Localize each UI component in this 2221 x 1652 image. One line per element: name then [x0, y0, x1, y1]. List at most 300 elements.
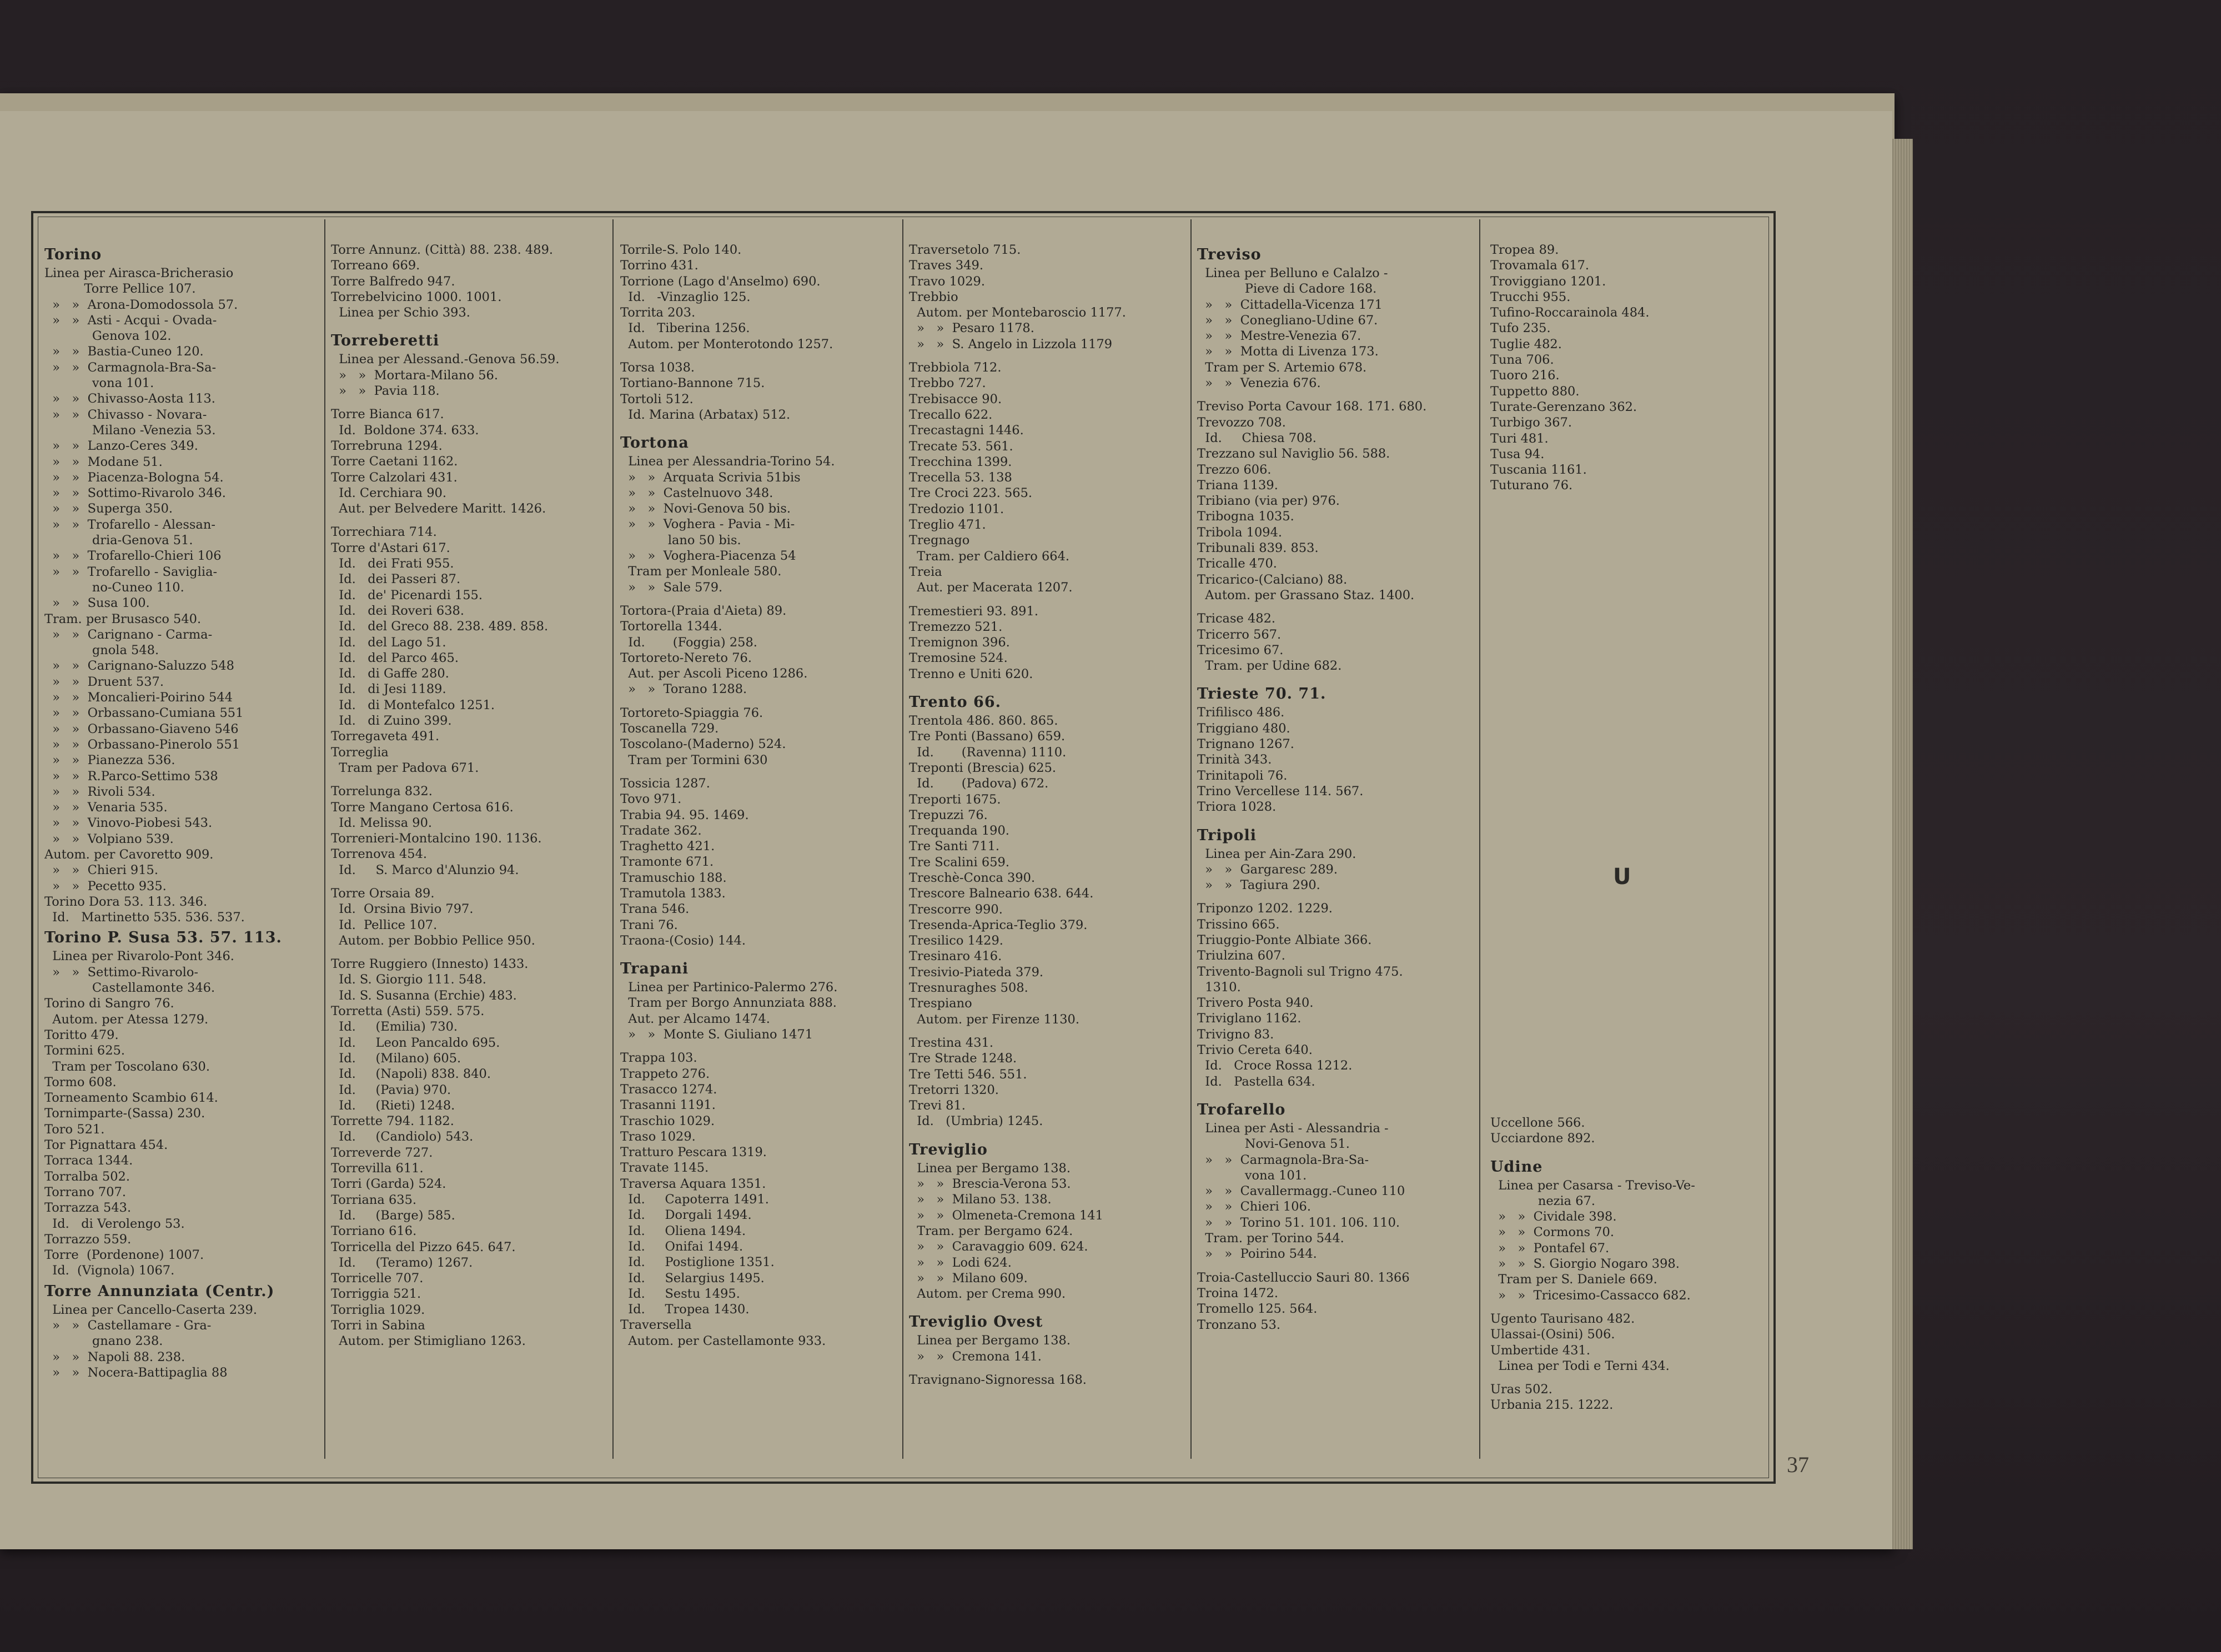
index-entry: » » Pontafel 67. — [1490, 1241, 1610, 1256]
index-entry: Troina 1472. — [1197, 1286, 1278, 1300]
index-entry: » » Chieri 106. — [1197, 1199, 1312, 1214]
index-entry: Triponzo 1202. 1229. — [1197, 901, 1333, 916]
entry-gap — [620, 423, 898, 430]
index-entry: Trinitapoli 76. — [1197, 768, 1288, 783]
index-entry: Trecella 53. 138 — [909, 470, 1012, 485]
index-entry: nezia 67. — [1490, 1193, 1596, 1208]
index-entry: Id. (Rieti) 1248. — [331, 1098, 455, 1113]
column-rule — [1190, 219, 1192, 1459]
index-entry: Id. dei Passeri 87. — [331, 572, 461, 587]
index-entry: Trappa 103. — [620, 1051, 697, 1066]
entry-gap — [1197, 391, 1475, 399]
index-entry: vona 101. — [44, 376, 154, 391]
index-entry: Tormo 608. — [44, 1074, 117, 1089]
entry-gap — [331, 776, 609, 784]
index-entry: » » Cremona 141. — [909, 1349, 1042, 1364]
index-entry: Torre Mangano Certosa 616. — [331, 800, 514, 815]
index-entry: Traves 349. — [909, 258, 984, 273]
index-entry: Id. (Barge) 585. — [331, 1208, 455, 1223]
index-entry: Genova 102. — [44, 329, 172, 344]
index-entry: Torrevilla 611. — [331, 1161, 424, 1176]
index-entry: Tremezzo 521. — [909, 619, 1003, 634]
index-entry: Ulassai-(Osini) 506. — [1490, 1327, 1615, 1342]
index-entry: Torrette 794. 1182. — [331, 1114, 454, 1129]
entry-gap — [620, 595, 898, 603]
index-entry: Torrile-S. Polo 140. — [620, 243, 742, 257]
index-entry: » » Sottimo-Rivarolo 346. — [44, 486, 226, 501]
index-entry: Tram per Tormini 630 — [620, 752, 768, 767]
index-entry: Trucchi 955. — [1490, 289, 1571, 304]
index-entry: » » Castelnuovo 348. — [620, 485, 773, 500]
index-entry: Ucciardone 892. — [1490, 1131, 1595, 1146]
index-entry: Torrenieri-Montalcino 190. 1136. — [331, 831, 542, 846]
index-column-6-bottom — [1490, 1115, 1768, 1459]
entry-gap — [909, 596, 1187, 604]
index-entry: Tramonte 671. — [620, 855, 714, 870]
index-entry: » » Carmagnola-Bra-Sa- — [44, 360, 217, 375]
index-entry: Triuggio-Ponte Albiate 366. — [1197, 932, 1372, 947]
entry-gap — [1490, 1374, 1768, 1382]
index-entry: Tre Croci 223. 565. — [909, 486, 1033, 501]
index-entry: Treporti 1675. — [909, 792, 1001, 807]
index-entry: Triviglano 1162. — [1197, 1011, 1302, 1026]
index-entry: Tormini 625. — [44, 1043, 125, 1058]
index-entry: Torrino 431. — [620, 258, 699, 273]
index-entry: Tricalle 470. — [1197, 556, 1277, 571]
index-entry: Torsa 1038. — [620, 360, 695, 375]
index-entry: » » S. Angelo in Lizzola 1179 — [909, 337, 1113, 352]
index-entry: Linea per Asti - Alessandria - — [1197, 1121, 1389, 1136]
index-entry: Torneamento Scambio 614. — [44, 1091, 218, 1106]
index-entry: Tremestieri 93. 891. — [909, 604, 1038, 619]
index-entry: Autom. per Monterotondo 1257. — [620, 337, 833, 352]
index-entry: Torreverde 727. — [331, 1145, 433, 1160]
index-entry: » » Moncalieri-Poirino 544 — [44, 690, 233, 705]
index-entry: Tromello 125. 564. — [1197, 1302, 1318, 1317]
index-entry: Autom. per Castellamonte 933. — [620, 1333, 826, 1348]
index-heading: Treviglio — [909, 1141, 988, 1158]
entry-gap — [331, 399, 609, 406]
index-entry: Torrechiara 714. — [331, 525, 437, 540]
index-entry: lano 50 bis. — [620, 533, 741, 548]
entry-gap — [331, 878, 609, 886]
index-entry: » » Milano 53. 138. — [909, 1192, 1052, 1207]
entry-gap — [331, 948, 609, 956]
index-entry: » » Torino 51. 101. 106. 110. — [1197, 1215, 1400, 1230]
index-entry: Toscolano-(Maderno) 524. — [620, 737, 786, 752]
index-entry: » » Carignano - Carma- — [44, 627, 213, 642]
index-entry: » » Orbassano-Giaveno 546 — [44, 721, 239, 736]
index-entry: Tuturano 76. — [1490, 478, 1573, 493]
index-entry: » » Trofarello-Chieri 106 — [44, 549, 222, 564]
index-entry: Linea per Partinico-Palermo 276. — [620, 980, 838, 995]
index-entry: Id. de' Picenardi 155. — [331, 588, 483, 602]
index-entry: Id. (Milano) 605. — [331, 1051, 461, 1066]
index-entry: » » Superga 350. — [44, 501, 173, 516]
index-entry: Treia — [909, 564, 942, 579]
index-entry: Torre Annunz. (Città) 88. 238. 489. — [331, 243, 554, 257]
index-entry: » » Olmeneta-Cremona 141 — [909, 1208, 1103, 1223]
index-entry: Uccellone 566. — [1490, 1116, 1585, 1130]
index-entry: » » Arona-Domodossola 57. — [44, 297, 238, 312]
index-heading: Tortona — [620, 434, 689, 452]
index-entry: gnola 548. — [44, 643, 159, 658]
index-entry: » » Venaria 535. — [44, 800, 168, 815]
index-entry: Tortoreto-Nereto 76. — [620, 650, 752, 665]
page-number: 37 — [1787, 1452, 1809, 1477]
index-entry: Traversa Aquara 1351. — [620, 1176, 766, 1191]
index-entry: » » Susa 100. — [44, 596, 150, 611]
index-entry: Autom. per Atessa 1279. — [44, 1012, 209, 1027]
index-entry: Tram per S. Daniele 669. — [1490, 1272, 1657, 1287]
index-entry: » » Carignano-Saluzzo 548 — [44, 659, 234, 674]
index-entry: Torriglia 1029. — [331, 1302, 425, 1317]
index-entry: Id. Martinetto 535. 536. 537. — [44, 910, 245, 925]
index-entry: Trevi 81. — [909, 1098, 966, 1113]
index-entry: Id. Oliena 1494. — [620, 1223, 746, 1238]
index-entry: Pieve di Cadore 168. — [1197, 282, 1377, 297]
index-entry: Tribogna 1035. — [1197, 509, 1294, 524]
index-entry: Tresinaro 416. — [909, 949, 1002, 964]
index-entry: » » Novi-Genova 50 bis. — [620, 501, 791, 516]
index-entry: Trignano 1267. — [1197, 737, 1294, 752]
index-entry: Tresilico 1429. — [909, 933, 1003, 948]
index-entry: Trino Vercellese 114. 567. — [1197, 784, 1364, 799]
index-entry: Trani 76. — [620, 917, 678, 932]
entry-gap — [1197, 674, 1475, 681]
index-column-5 — [1197, 242, 1475, 1453]
index-entry: Tortora-(Praia d'Aieta) 89. — [620, 603, 787, 618]
index-entry: Autom. per Crema 990. — [909, 1287, 1066, 1302]
index-entry: » » Lodi 624. — [909, 1255, 1012, 1270]
index-heading: Torre Annunziata (Centr.) — [44, 1282, 275, 1300]
index-entry: Id. del Lago 51. — [331, 635, 446, 650]
index-entry: Tremosine 524. — [909, 651, 1008, 666]
index-entry: Traschio 1029. — [620, 1113, 715, 1128]
index-entry: Trinità 343. — [1197, 752, 1272, 767]
index-entry: » » Pavia 118. — [331, 384, 440, 399]
index-entry: Tresivio-Piateda 379. — [909, 965, 1044, 980]
index-entry: Traversella — [620, 1318, 692, 1333]
index-entry: Tram per Padova 671. — [331, 760, 479, 775]
entry-gap — [1197, 1262, 1475, 1270]
index-entry: Linea per Alessand.-Genova 56.59. — [331, 352, 560, 367]
index-entry: Id. (Foggia) 258. — [620, 635, 757, 650]
index-entry: Linea per Casarsa - Treviso-Ve- — [1490, 1178, 1695, 1193]
index-entry: Triulzina 607. — [1197, 948, 1285, 963]
index-entry: Id. (Candiolo) 543. — [331, 1129, 474, 1144]
index-entry: Tusa 94. — [1490, 446, 1545, 461]
index-entry: Torre Ruggiero (Innesto) 1433. — [331, 957, 529, 972]
index-entry: Tre Strade 1248. — [909, 1051, 1017, 1066]
index-column-3 — [620, 242, 898, 1453]
index-entry: Id. (Emilia) 730. — [331, 1020, 458, 1035]
index-entry: Trecate 53. 561. — [909, 439, 1013, 454]
entry-gap — [331, 320, 609, 328]
index-entry: Tuoro 216. — [1490, 368, 1560, 383]
index-entry: Autom. per Montebaroscio 1177. — [909, 305, 1126, 320]
index-entry: Trestina 431. — [909, 1035, 994, 1050]
index-entry: Trepuzzi 76. — [909, 807, 988, 822]
index-entry: Id. del Parco 465. — [331, 650, 459, 665]
index-entry: Trissino 665. — [1197, 917, 1280, 932]
entry-gap — [1490, 1147, 1768, 1154]
index-entry: Id. Orsina Bivio 797. — [331, 902, 474, 917]
index-entry: Torrazzo 559. — [44, 1232, 132, 1247]
index-entry: Autom. per Grassano Staz. 1400. — [1197, 588, 1415, 602]
index-entry: Id. (Umbria) 1245. — [909, 1114, 1043, 1129]
index-column-2 — [331, 242, 609, 1453]
index-entry: » » Cividale 398. — [1490, 1209, 1617, 1224]
index-entry: » » Trofarello - Saviglia- — [44, 564, 218, 579]
entry-gap — [909, 682, 1187, 690]
index-entry: » » Trofarello - Alessan- — [44, 517, 215, 532]
index-entry: Trescore Balneario 638. 644. — [909, 886, 1094, 901]
index-entry: Linea per Todi e Terni 434. — [1490, 1358, 1670, 1373]
index-entry: » » Lanzo-Ceres 349. — [44, 439, 198, 454]
entry-gap — [1197, 1089, 1475, 1097]
index-entry: Trespiano — [909, 996, 972, 1011]
index-entry: Tricesimo 67. — [1197, 642, 1284, 657]
index-entry: Tornimparte-(Sassa) 230. — [44, 1106, 205, 1121]
index-entry: » » Monte S. Giuliano 1471 — [620, 1027, 813, 1042]
entry-gap — [331, 516, 609, 524]
index-entry: » » Torano 1288. — [620, 682, 747, 697]
index-entry: Id. Pellice 107. — [331, 917, 438, 932]
index-entry: Id. Postiglione 1351. — [620, 1255, 775, 1270]
index-entry: Trezzano sul Naviglio 56. 588. — [1197, 446, 1390, 461]
index-entry: Tossicia 1287. — [620, 776, 710, 791]
index-entry: Treponti (Brescia) 625. — [909, 760, 1057, 775]
index-entry: Trenno e Uniti 620. — [909, 666, 1033, 681]
index-entry: Torino Dora 53. 113. 346. — [44, 894, 208, 909]
index-entry: Tuppetto 880. — [1490, 384, 1580, 399]
entry-gap — [909, 1027, 1187, 1035]
index-entry: » » Gargaresc 289. — [1197, 862, 1338, 877]
index-column-1 — [44, 242, 320, 1453]
index-entry: Linea per Bergamo 138. — [909, 1161, 1071, 1176]
index-entry: » » Mortara-Milano 56. — [331, 368, 498, 383]
index-entry: Id. (Pavia) 970. — [331, 1082, 451, 1097]
index-entry: Traona-(Cosio) 144. — [620, 933, 746, 948]
index-entry: » » Conegliano-Udine 67. — [1197, 313, 1378, 328]
index-entry: dria-Genova 51. — [44, 533, 193, 548]
index-entry: Tortorella 1344. — [620, 619, 722, 634]
index-entry: Id. Leon Pancaldo 695. — [331, 1035, 500, 1050]
entry-gap — [620, 768, 898, 776]
index-entry: Tuglie 482. — [1490, 337, 1562, 352]
index-entry: Id. (Padova) 672. — [909, 776, 1049, 791]
index-entry: Tresenda-Aprica-Teglio 379. — [909, 917, 1088, 932]
index-entry: » » Orbassano-Cumiana 551 — [44, 706, 244, 721]
index-entry: Triora 1028. — [1197, 800, 1277, 815]
index-entry: Id. di Montefalco 1251. — [331, 697, 495, 712]
index-entry: » » Napoli 88. 238. — [44, 1349, 185, 1364]
index-entry: Torriano 616. — [331, 1224, 417, 1239]
index-entry: » » Chivasso-Aosta 113. — [44, 391, 215, 406]
index-entry: » » Vinovo-Piobesi 543. — [44, 816, 213, 831]
index-entry: Aut. per Macerata 1207. — [909, 580, 1073, 595]
index-entry: Tortoreto-Spiaggia 76. — [620, 705, 763, 720]
index-heading: Torino — [44, 246, 102, 263]
index-entry: Tricarico-(Calciano) 88. — [1197, 572, 1348, 587]
index-entry: » » Voghera-Piacenza 54 — [620, 549, 796, 564]
index-entry: Torre Balfredo 947. — [331, 274, 455, 289]
index-entry: Tresnuraghes 508. — [909, 981, 1028, 996]
index-heading: Torino P. Susa 53. 57. 113. — [44, 929, 282, 947]
index-entry: Tovo 971. — [620, 792, 682, 807]
index-entry: » » Asti - Acqui - Ovada- — [44, 313, 217, 328]
index-entry: Autom. per Bobbio Pellice 950. — [331, 933, 535, 948]
index-column-4 — [909, 242, 1187, 1453]
index-entry: Torrebelvicino 1000. 1001. — [331, 289, 502, 304]
index-entry: » » Venezia 676. — [1197, 376, 1321, 391]
index-entry: Trabia 94. 95. 1469. — [620, 807, 749, 822]
index-entry: Torretta (Asti) 559. 575. — [331, 1004, 485, 1019]
index-entry: Torricella del Pizzo 645. 647. — [331, 1239, 516, 1254]
index-entry: Traghetto 421. — [620, 839, 715, 854]
index-entry: Trebbio — [909, 289, 958, 304]
index-heading: Trofarello — [1197, 1101, 1286, 1118]
entry-gap — [909, 1364, 1187, 1372]
entry-gap — [1197, 815, 1475, 823]
index-entry: » » Volpiano 539. — [44, 831, 174, 846]
index-entry: Tramutola 1383. — [620, 886, 726, 901]
index-entry: Novi-Genova 51. — [1197, 1137, 1350, 1152]
index-entry: Aut. per Belvedere Maritt. 1426. — [331, 501, 546, 516]
index-entry: Troviggiano 1201. — [1490, 274, 1606, 289]
index-entry: Tram. per Udine 682. — [1197, 659, 1342, 674]
index-entry: Triana 1139. — [1197, 478, 1278, 493]
index-entry: Torri in Sabina — [331, 1318, 425, 1333]
index-entry: Id. Capoterra 1491. — [620, 1192, 769, 1207]
index-entry: Trevozzo 708. — [1197, 415, 1286, 430]
index-entry: Tronzano 53. — [1197, 1317, 1281, 1332]
index-entry: Trecchina 1399. — [909, 454, 1012, 469]
index-entry: Tricase 482. — [1197, 611, 1276, 626]
index-entry: » » Caravaggio 609. 624. — [909, 1239, 1088, 1254]
index-entry: Trescorre 990. — [909, 902, 1003, 917]
index-heading: Udine — [1490, 1158, 1543, 1176]
index-entry: Id. Chiesa 708. — [1197, 430, 1316, 445]
index-entry: Torino di Sangro 76. — [44, 996, 174, 1011]
index-entry: Id. S. Marco d'Alunzio 94. — [331, 862, 519, 877]
index-entry: » » Sale 579. — [620, 580, 723, 595]
index-entry: Toritto 479. — [44, 1027, 119, 1042]
index-entry: Id. di Jesi 1189. — [331, 682, 446, 697]
index-entry: Torrano 707. — [44, 1184, 127, 1199]
index-entry: Trecastagni 1446. — [909, 423, 1024, 438]
index-entry: Id. S. Giorgio 111. 548. — [331, 972, 486, 987]
index-entry: Id. (Vignola) 1067. — [44, 1263, 175, 1278]
index-entry: Id. di Verolengo 53. — [44, 1216, 185, 1231]
index-entry: Linea per Belluno e Calalzo - — [1197, 266, 1388, 280]
index-entry: Id. Boldone 374. 633. — [331, 423, 479, 438]
index-entry: Tram. per Brusasco 540. — [44, 611, 202, 626]
index-entry: » » Mestre-Venezia 67. — [1197, 329, 1361, 344]
index-entry: Tortiano-Bannone 715. — [620, 376, 765, 391]
index-entry: Tropea 89. — [1490, 243, 1559, 257]
entry-gap — [620, 1042, 898, 1050]
index-entry: Treglio 471. — [909, 518, 986, 533]
index-entry: Id. (Teramo) 1267. — [331, 1255, 473, 1270]
index-entry: Id. Tropea 1430. — [620, 1302, 750, 1317]
index-entry: Autom. per Stimigliano 1263. — [331, 1334, 526, 1349]
index-entry: Torre Calzolari 431. — [331, 470, 458, 485]
index-entry: 1310. — [1197, 980, 1241, 995]
index-entry: Torri (Garda) 524. — [331, 1177, 446, 1192]
index-entry: Id. (Ravenna) 1110. — [909, 745, 1067, 760]
index-entry: » » Tricesimo-Cassacco 682. — [1490, 1288, 1691, 1303]
index-entry: Tram. per Caldiero 664. — [909, 549, 1070, 564]
index-entry: Trivio Cereta 640. — [1197, 1043, 1313, 1058]
index-entry: » » Poirino 544. — [1197, 1247, 1317, 1262]
index-entry: Torre Caetani 1162. — [331, 454, 458, 469]
index-entry: Torre (Pordenone) 1007. — [44, 1248, 204, 1263]
index-entry: Trovamala 617. — [1490, 258, 1590, 273]
index-entry: » » Druent 537. — [44, 674, 164, 689]
index-entry: Trasacco 1274. — [620, 1082, 717, 1097]
index-entry: » » Tagiura 290. — [1197, 878, 1320, 893]
index-entry: Torrazza 543. — [44, 1201, 132, 1216]
index-entry: Id. dei Roveri 638. — [331, 603, 464, 618]
entry-gap — [1197, 893, 1475, 901]
index-entry: Trecallo 622. — [909, 407, 993, 422]
index-entry: Trana 546. — [620, 902, 690, 917]
index-entry: Treschè-Conca 390. — [909, 870, 1036, 885]
index-entry: Linea per Airasca-Bricherasio — [44, 266, 234, 280]
index-entry: Id. del Greco 88. 238. 489. 858. — [331, 619, 549, 634]
index-entry: » » Piacenza-Bologna 54. — [44, 470, 224, 485]
index-entry: Tuna 706. — [1490, 353, 1554, 368]
index-entry: Tram. per Bergamo 624. — [909, 1223, 1073, 1238]
index-entry: Turbigo 367. — [1490, 415, 1572, 430]
index-entry: Id. Dorgali 1494. — [620, 1208, 752, 1223]
index-entry: Linea per Alessandria-Torino 54. — [620, 454, 835, 469]
index-entry: Torre d'Astari 617. — [331, 540, 450, 555]
index-entry: Linea per Bergamo 138. — [909, 1333, 1071, 1348]
column-rule — [324, 219, 325, 1459]
index-entry: Torraca 1344. — [44, 1153, 133, 1168]
index-entry: Tretorri 1320. — [909, 1082, 999, 1097]
index-entry: Aut. per Alcamo 1474. — [620, 1011, 770, 1026]
index-heading: Tripoli — [1197, 826, 1257, 844]
index-entry: Autom. per Firenze 1130. — [909, 1012, 1080, 1027]
index-entry: Tuscania 1161. — [1490, 463, 1587, 478]
index-entry: Id. Marina (Arbatax) 512. — [620, 407, 791, 422]
index-entry: Autom. per Cavoretto 909. — [44, 847, 214, 862]
index-entry: Trivento-Bagnoli sul Trigno 475. — [1197, 964, 1403, 979]
index-entry: » » Pecetto 935. — [44, 878, 167, 893]
index-entry: no-Cuneo 110. — [44, 580, 184, 595]
index-entry: Tredozio 1101. — [909, 501, 1004, 516]
index-entry: Turi 481. — [1490, 431, 1549, 446]
index-entry: Castellamonte 346. — [44, 981, 215, 996]
index-entry: Id. dei Frati 955. — [331, 556, 454, 571]
index-entry: Torrebruna 1294. — [331, 438, 443, 453]
index-entry: Torregaveta 491. — [331, 729, 440, 744]
index-entry: Trivero Posta 940. — [1197, 996, 1314, 1011]
index-entry: Aut. per Ascoli Piceno 1286. — [620, 666, 808, 681]
index-entry: » » Milano 609. — [909, 1271, 1028, 1286]
index-entry: » » Chivasso - Novara- — [44, 407, 207, 422]
index-entry: Id. Tiberina 1256. — [620, 321, 750, 336]
index-entry: » » Brescia-Verona 53. — [909, 1177, 1071, 1192]
index-entry: Torriggia 521. — [331, 1287, 421, 1302]
index-entry: Tram per Monleale 580. — [620, 564, 782, 579]
index-entry: » » Pianezza 536. — [44, 753, 175, 768]
index-entry: Turate-Gerenzano 362. — [1490, 399, 1637, 414]
